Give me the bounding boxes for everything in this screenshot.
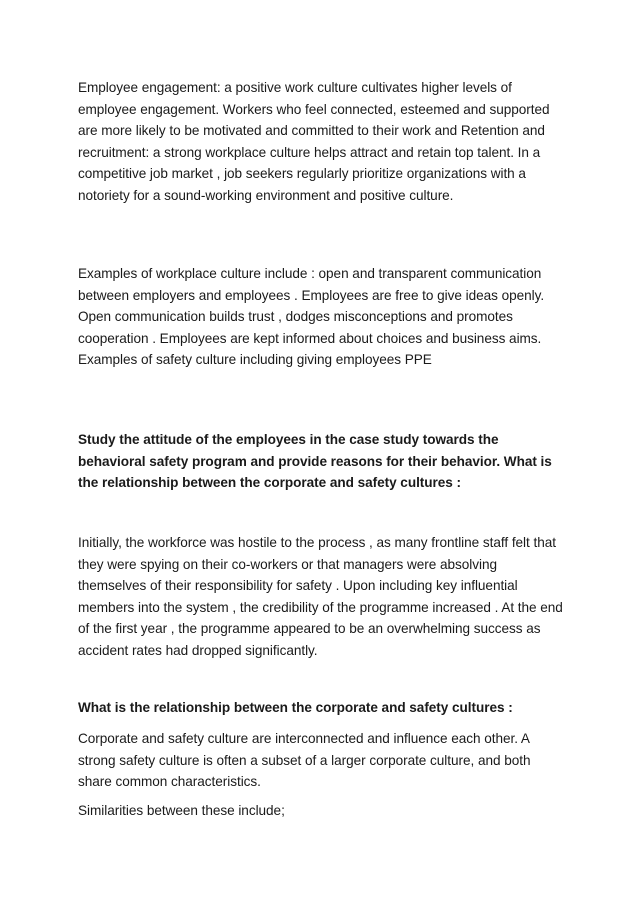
paragraph-workforce-hostility: Initially, the workforce was hostile to the process , as many frontline staff felt that they were spying on their co-workers or that managers were absolving themselves of their responsibility for safety . Upon including key influential members into the system , the credibility of the programme increased . At the end of the first year , the programme appeared to be an overwhelming success as accident rates had dropped significantly. bbox=[78, 535, 563, 658]
heading-study-attitude: Study the attitude of the employees in the case study towards the behavioral safety program and provide reasons for their behavior. What is the relationship between the corporate and safety cultures : bbox=[78, 432, 552, 491]
heading-relationship-cultures: What is the relationship between the corporate and safety cultures : bbox=[78, 700, 513, 715]
paragraph-cultures-interconnected: Corporate and safety culture are interconnected and influence each other. A strong safety culture is often a subset of a larger corporate culture, and both share common characteristics. bbox=[78, 731, 531, 790]
paragraph-employee-engagement: Employee engagement: a positive work culture cultivates higher levels of employee engagement. Workers who feel connected, esteemed and supported are more likely to be motivated and committed to their work and Retention and recruitment: a strong workplace culture helps attract and retain top talent. In a competitive job market , job seekers regularly prioritize organizations with a notoriety for a sound-working environment and positive culture. bbox=[78, 80, 550, 203]
paragraph-workplace-culture-examples: Examples of workplace culture include : open and transparent communication between employers and employees . Employees are free to give ideas openly. Open communication builds trust , dodges misconceptions and promotes cooperation . Employees are kept informed about choices and business aims. Examples of safety culture including giving employees PPE bbox=[78, 266, 545, 368]
paragraph-similarities: Similarities between these include; bbox=[78, 803, 285, 818]
